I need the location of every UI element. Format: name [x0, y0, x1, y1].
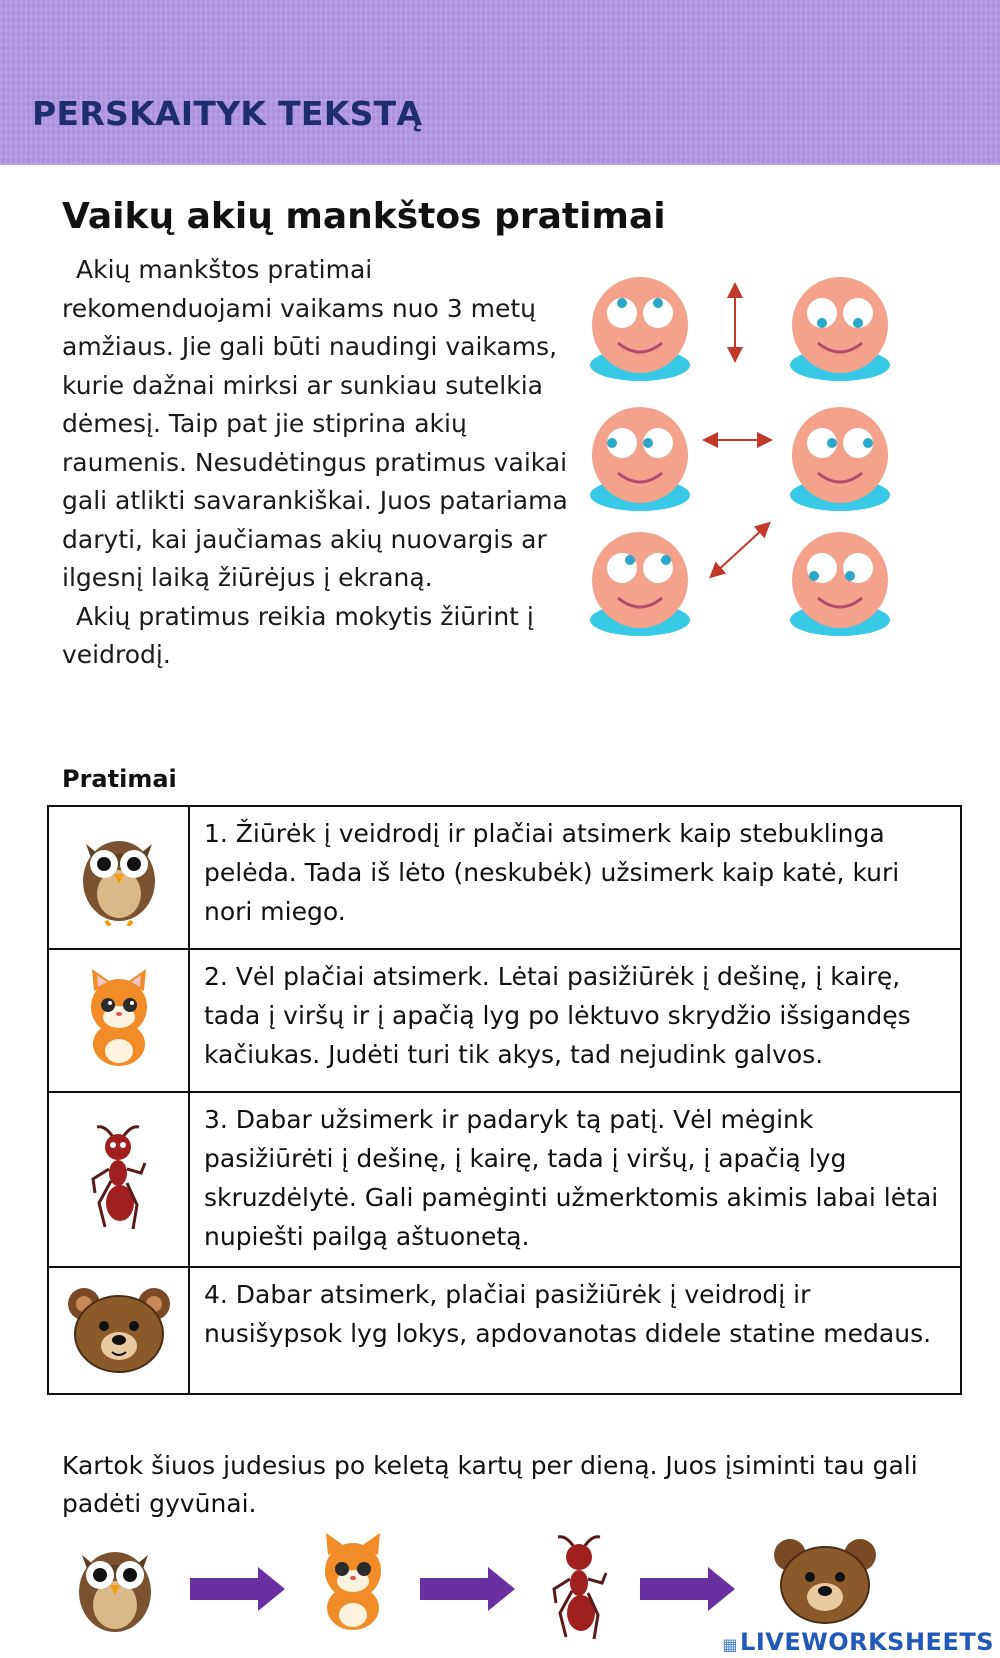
article-title: Vaikų akių mankštos pratimai — [62, 196, 666, 237]
arrow-right-icon — [420, 1567, 515, 1611]
page-heading: PERSKAITYK TEKSTĄ — [32, 94, 423, 133]
face-looking-up-left — [590, 277, 690, 381]
logo-mark-icon: ▦ — [722, 1635, 739, 1654]
exercise-text: 1. Žiūrėk į veidrodį ir plačiai atsimerk kaip stebuklinga pelėda. Tada iš lėto (neskubėk) užsimerk kaip katė, kuri nori miego. — [189, 806, 961, 949]
header-banner — [0, 0, 1000, 165]
bear-icon — [774, 1539, 876, 1623]
exercise-image-cell — [48, 1092, 189, 1267]
table-row — [48, 1267, 961, 1394]
kitten-icon — [74, 969, 164, 1069]
logo-text: LIVEWORKSHEETS — [740, 1628, 994, 1656]
table-row — [48, 806, 961, 949]
owl-icon — [79, 1552, 151, 1632]
owl-icon — [74, 826, 164, 926]
table-row — [48, 1092, 961, 1267]
arrow-right-icon — [190, 1567, 285, 1611]
face-looking-down-left — [790, 532, 890, 636]
face-looking-down — [790, 277, 890, 381]
arrow-right-icon — [640, 1567, 735, 1611]
ant-icon — [554, 1537, 606, 1639]
ant-icon — [79, 1123, 159, 1233]
face-looking-up-right — [590, 532, 690, 636]
face-looking-right — [790, 407, 890, 511]
exercises-label: Pratimai — [62, 765, 177, 793]
exercise-image-cell — [48, 806, 189, 949]
exercise-text: 4. Dabar atsimerk, plačiai pasižiūrėk į veidrodį ir nusišypsok lyg lokys, apdovanotas didele statine medaus. — [189, 1267, 961, 1394]
table-row — [48, 949, 961, 1092]
liveworksheets-logo — [722, 1628, 994, 1656]
exercises-table — [47, 805, 962, 1395]
exercise-image-cell — [48, 949, 189, 1092]
footer-instruction: Kartok šiuos judesius po keletą kartų per dieną. Juos įsiminti tau gali padėti gyvūnai. — [62, 1451, 918, 1518]
exercise-text: 2. Vėl plačiai atsimerk. Lėtai pasižiūrėk į dešinę, į kairę, tada į viršų ir į apačią lyg po lėktuvo skrydžio išsigandęs kačiukas. Judėti turi tik akys, tad nejudink galvos. — [189, 949, 961, 1092]
paragraph-2: Akių pratimus reikia mokytis žiūrint į veidrodį. — [62, 601, 534, 669]
eye-exercise-faces-illustration — [570, 265, 990, 665]
face-looking-left — [590, 407, 690, 511]
arrow-diagonal — [715, 527, 765, 573]
exercise-text: 3. Dabar užsimerk ir padaryk tą patį. Vėl mėgink pasižiūrėti į dešinę, į kairę, tada į viršų, į apačią lyg skruzdėlytė. Gali pamėginti užmerktomis akimis labai lėtai nupiešti pailgą aštuonetą. — [189, 1092, 961, 1267]
exercise-image-cell — [48, 1267, 189, 1394]
paragraph-1: Akių mankštos pratimai rekomenduojami vaikams nuo 3 metų amžiaus. Jie gali būti naudingi vaikams, kurie dažnai mirksi ar sunkiau sutelkia dėmesį. Taip pat jie stiprina akių raumenis. Nesudėtingus pratimus vaikai gali atlikti savarankiškai. Juos patariama daryti, kai jaučiamas akių nuovargis ar ilgesnį laiką žiūrėjus į ekraną. — [62, 255, 568, 592]
bear-icon — [64, 1284, 174, 1374]
article-body — [62, 251, 582, 675]
kitten-icon — [325, 1533, 381, 1630]
